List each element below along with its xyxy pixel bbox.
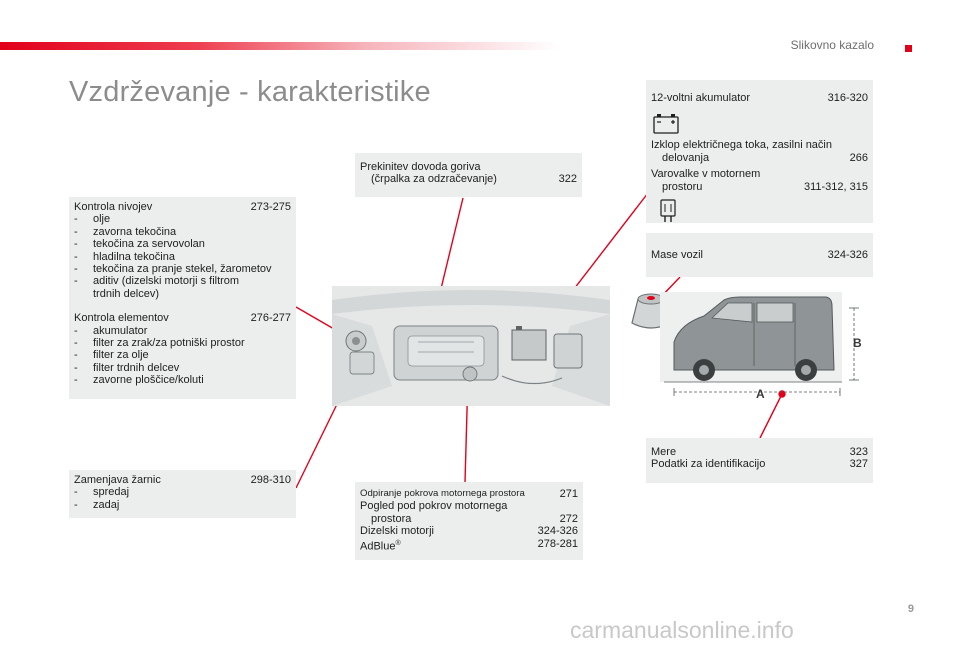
van-illustration: [660, 292, 872, 404]
bonnet-r4-pages: 278-281: [537, 537, 578, 550]
levels-pages: 273-275: [250, 201, 291, 213]
list-item: - hladilna tekočina: [74, 251, 291, 263]
battery-r2-line2: delovanja: [662, 151, 710, 164]
bonnet-row-4: [360, 538, 578, 553]
battery-r2-line1: Izklop električnega toka, zasilni način: [651, 139, 832, 152]
box-levels: [69, 197, 296, 399]
page-title: Vzdrževanje - karakteristike: [69, 76, 431, 108]
battery-r1-label: 12-voltni akumulator: [651, 92, 751, 104]
bonnet-row-2: [360, 513, 578, 525]
section-title: Slikovno kazalo: [790, 38, 874, 52]
bonnet-r1-pages: 271: [559, 488, 578, 500]
bonnet-r2-line1: Pogled pod pokrov motornega: [360, 500, 508, 513]
fuel-line2: (črpalka za odzračevanje): [371, 173, 497, 186]
registered-mark: ®: [395, 539, 401, 547]
masses-label: Mase vozil: [651, 249, 703, 261]
list-item: - zadaj: [74, 499, 291, 511]
engine-bay-illustration: [332, 286, 610, 406]
bulbs-heading-row: [74, 474, 291, 486]
list-item: - aditiv (dizelski motorji s filtrom trdnih delcev): [74, 275, 291, 300]
fuse-icon: [659, 198, 677, 224]
bonnet-r2-pages: 272: [559, 512, 578, 525]
bonnet-r1-label: Odpiranje pokrova motornega prostora: [360, 488, 525, 499]
battery-r3-line1: Varovalke v motornem: [651, 168, 761, 181]
battery-row-1: [651, 92, 868, 104]
bulbs-pages: 298-310: [250, 474, 291, 486]
battery-row-3: [651, 181, 868, 193]
box-fuel: [355, 153, 582, 197]
dims-r2-label: Podatki za identifikacijo: [651, 458, 766, 471]
battery-r3-line2: prostoru: [662, 180, 703, 193]
bulbs-list: [74, 486, 291, 511]
dimension-label-a: A: [756, 387, 765, 401]
levels-heading-row: [74, 201, 291, 213]
bonnet-r4-label: AdBlue: [360, 540, 396, 553]
list-item: - akumulator: [74, 325, 291, 337]
page-number: 9: [907, 603, 914, 615]
dims-r2-pages: 327: [849, 458, 868, 471]
dims-r1-label: Mere: [651, 446, 677, 458]
fuel-pages: 322: [558, 173, 577, 186]
fuel-line1: Prekinitev dovoda goriva: [360, 161, 481, 173]
levels-list: [74, 213, 291, 300]
list-item: - filter za olje: [74, 349, 291, 361]
fuel-row: [360, 173, 577, 185]
list-item: - spredaj: [74, 486, 291, 498]
levels-title: Kontrola nivojev: [74, 201, 153, 213]
list-item: - filter za zrak/za potniški prostor: [74, 337, 291, 349]
elements-list: [74, 325, 291, 387]
bonnet-r3-pages: 324-326: [537, 525, 578, 538]
list-item: - tekočina za servovolan: [74, 238, 291, 250]
battery-r1-pages: 316-320: [827, 92, 868, 104]
list-item: - zavorna tekočina: [74, 226, 291, 238]
bonnet-r3-label: Dizelski motorji: [360, 525, 434, 538]
elements-title: Kontrola elementov: [74, 312, 169, 325]
list-item: - zavorne ploščice/koluti: [74, 374, 291, 386]
connector-bulbs: [296, 396, 341, 488]
bulbs-title: Zamenjava žarnic: [74, 474, 161, 486]
bonnet-r2-line2: prostora: [371, 512, 412, 525]
dims-row-1: [651, 446, 868, 458]
box-bulbs: [69, 470, 296, 518]
battery-r3-pages: 311-312, 315: [803, 180, 868, 193]
dims-row-2: [651, 458, 868, 470]
list-item: - tekočina za pranje stekel, žarometov: [74, 263, 291, 275]
box-battery: [646, 80, 873, 223]
box-bonnet: [355, 482, 583, 560]
list-item: - filter trdnih delcev: [74, 362, 291, 374]
battery-r2-pages: 266: [849, 151, 868, 164]
dims-r1-pages: 323: [849, 446, 868, 458]
list-item: - olje: [74, 213, 291, 225]
watermark: carmanualsonline.info: [570, 617, 794, 643]
elements-heading-row: [74, 312, 291, 324]
elements-pages: 276-277: [250, 312, 291, 325]
battery-row-2: [651, 152, 868, 164]
masses-pages: 324-326: [827, 249, 868, 261]
bonnet-row-1: [360, 488, 578, 500]
dimension-label-b: B: [853, 336, 862, 350]
box-dims: [646, 438, 873, 483]
bonnet-row-3: [360, 525, 578, 537]
box-masses: [646, 233, 873, 277]
battery-icon: [653, 113, 679, 135]
masses-row: [651, 249, 868, 261]
